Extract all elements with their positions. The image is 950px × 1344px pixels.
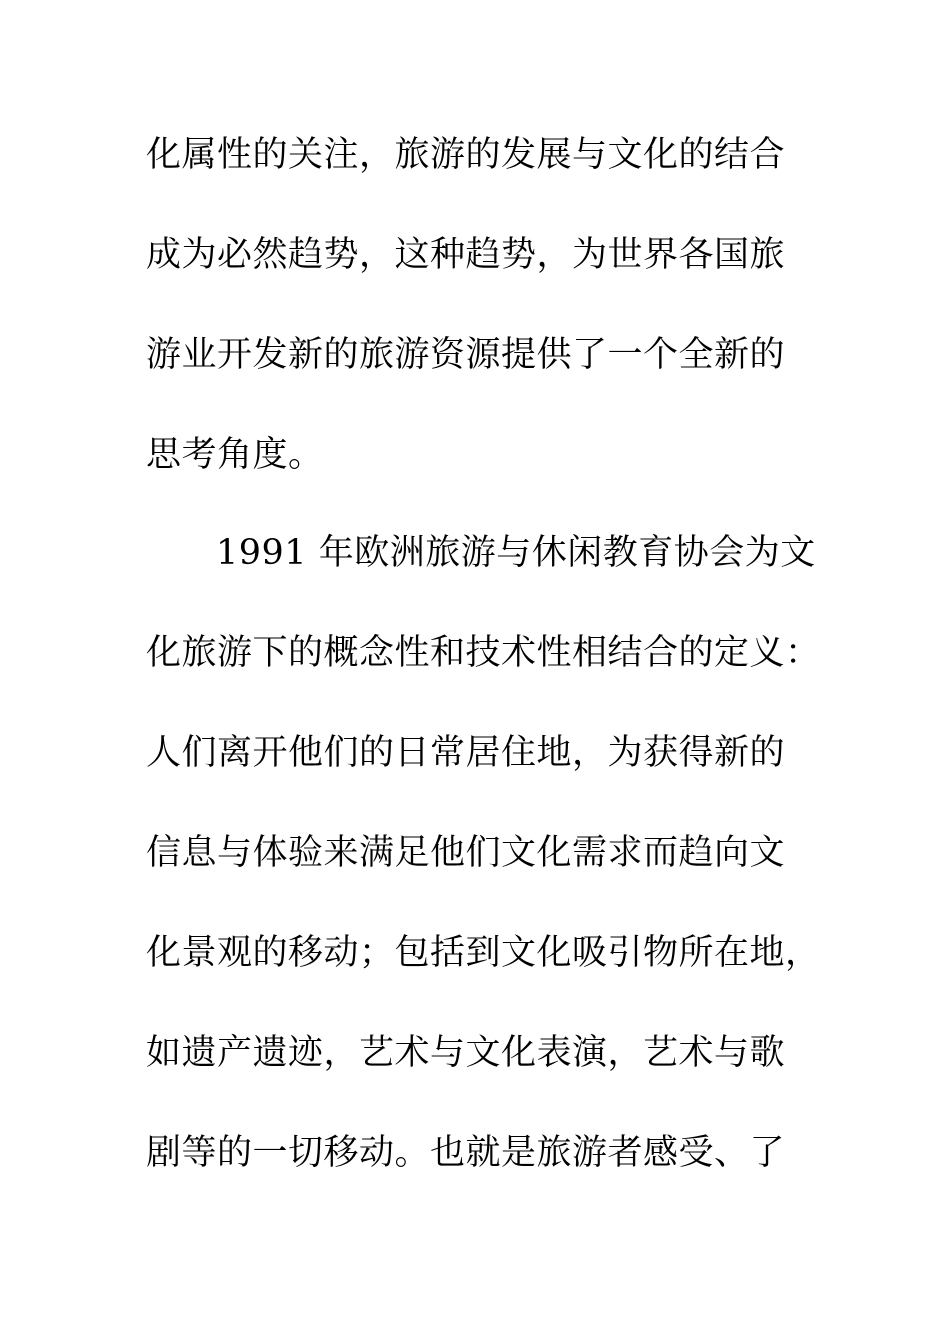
text-line: 游业开发新的旅游资源提供了一个全新的 bbox=[146, 335, 786, 375]
text-line: 如遗产遗迹，艺术与文化表演，艺术与歌 bbox=[146, 1033, 786, 1073]
text-line: 成为必然趋势，这种趋势，为世界各国旅 bbox=[146, 235, 786, 275]
text-line: 剧等的一切移动。也就是旅游者感受、了 bbox=[146, 1133, 786, 1173]
text-line: 人们离开他们的日常居住地，为获得新的 bbox=[146, 733, 786, 773]
text-line: 信息与体验来满足他们文化需求而趋向文 bbox=[146, 833, 786, 873]
text-line: 化景观的移动；包括到文化吸引物所在地， bbox=[146, 933, 821, 973]
text-line: 思考角度。 bbox=[146, 435, 324, 475]
text-line: 化旅游下的概念性和技术性相结合的定义： bbox=[146, 633, 821, 673]
paragraph-first-line: 1991 年欧洲旅游与休闲教育协会为文 bbox=[216, 533, 816, 573]
text-line: 化属性的关注，旅游的发展与文化的结合 bbox=[146, 135, 786, 175]
